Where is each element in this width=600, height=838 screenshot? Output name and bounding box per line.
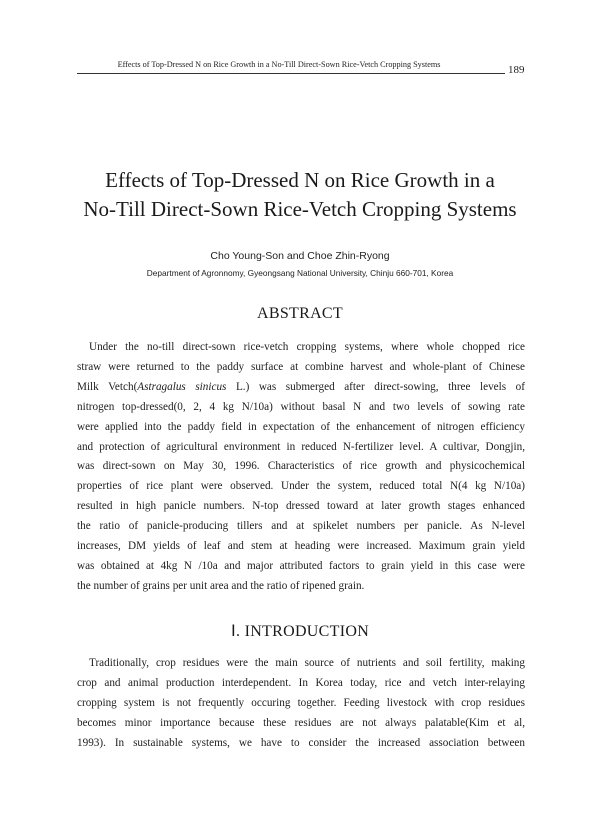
introduction-line: crop and animal production interdependent. In Korea today, rice and vetch inter-relaying — [77, 676, 525, 689]
abstract-line: and protection of agricultural environment in reduced N-fertilizer level. A cultivar, Dongjin, — [77, 440, 525, 453]
abstract-line: was direct-sown on May 30, 1996. Characteristics of rice growth and physicochemical — [77, 460, 525, 473]
abstract-line: resulted in high panicle numbers. N-top dressed toward at later growth stages enhanced — [77, 500, 525, 513]
paper-title-line-1: Effects of Top-Dressed N on Rice Growth in a — [105, 168, 495, 192]
abstract-line: the ratio of panicle-producing tillers and at spikelet numbers per panicle. As N-level — [77, 520, 525, 533]
introduction-body — [77, 654, 525, 754]
introduction-line: 1993). In sustainable systems, we have to consider the increased association between — [77, 736, 525, 749]
abstract-line: straw were returned to the paddy surface at combine harvest and whole-plant of Chinese — [77, 360, 525, 373]
introduction-line: cropping system is not frequently occuring together. Feeding livestock with crop residues — [77, 696, 525, 709]
header-rule — [77, 73, 505, 74]
abstract-body — [77, 338, 525, 597]
page-number: 189 — [508, 64, 525, 76]
affiliation: Department of Agronnomy, Gyeongsang National University, Chinju 660-701, Korea — [146, 268, 454, 278]
abstract-line: nitrogen top-dressed(0, 2, 4 kg N/10a) without basal N and two levels of sowing rate — [77, 400, 525, 413]
abstract-line: increases, DM yields of leaf and stem at heading were increased. Maximum grain yield — [77, 540, 525, 553]
species-name: Astragalus sinicus — [137, 380, 227, 393]
abstract-line: the number of grains per unit area and the ratio of ripened grain. — [77, 579, 365, 592]
paper-title — [60, 166, 540, 224]
abstract-line: properties of rice plant were observed. Under the system, reduced total N(4 kg N/10a) — [77, 480, 525, 493]
abstract-line: were applied into the paddy field in expectation of the enhancement of nitrogen efficiency — [77, 420, 525, 433]
abstract-line: was obtained at 4kg N /10a and major attributed factors to grain yield in this case were — [77, 559, 525, 572]
running-header: Effects of Top-Dressed N on Rice Growth in a No-Till Direct-Sown Rice-Vetch Cropping Systems — [117, 60, 441, 69]
paper-title-line-2: No-Till Direct-Sown Rice-Vetch Cropping Systems — [83, 197, 517, 221]
abstract-line: Under the no-till direct-sown rice-vetch cropping systems, where whole chopped rice — [89, 341, 525, 353]
introduction-line: Traditionally, crop residues were the main source of nutrients and soil fertility, making — [89, 657, 525, 669]
introduction-heading: Ⅰ. INTRODUCTION — [230, 623, 370, 640]
authors: Cho Young-Son and Choe Zhin-Ryong — [210, 250, 390, 262]
abstract-heading: ABSTRACT — [257, 305, 343, 322]
abstract-line: Milk Vetch(Astragalus sinicus L.) was submerged after direct-sowing, three levels of — [77, 380, 525, 393]
introduction-line: becomes minor importance because these residues are not always palatable(Kim et al, — [77, 716, 525, 729]
